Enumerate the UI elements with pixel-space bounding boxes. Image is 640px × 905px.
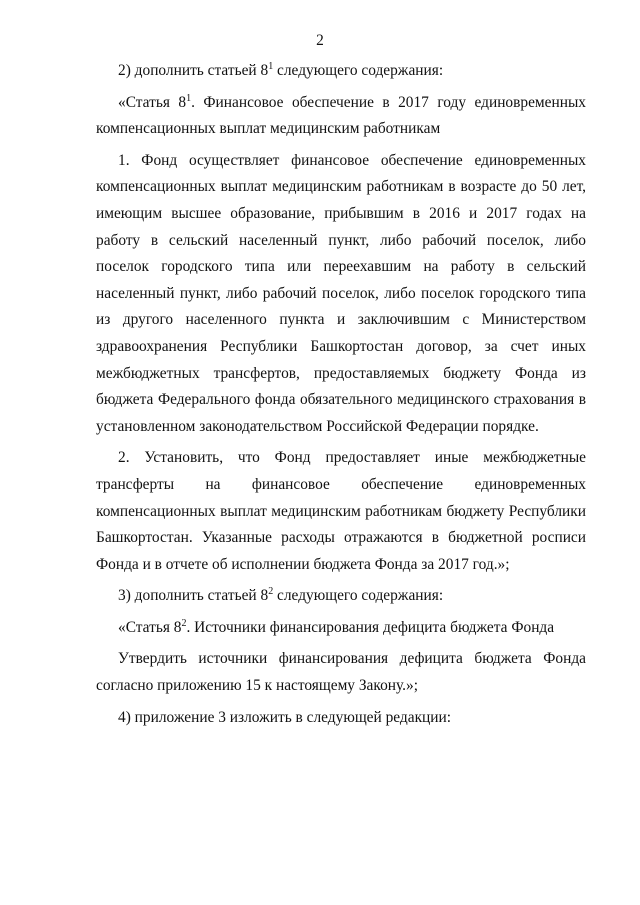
amendment-3: 3) дополнить статьей $8^2$ следующего содержания: — [118, 586, 444, 605]
article-8-2-text: Утвердить источники финансирования дефицита бюджета Фонда согласно приложению 15 к настоящему Закону.»; — [96, 650, 586, 695]
article-8-1-item-1: 1. Фонд осуществляет финансовое обеспечение единовременных компенсационных выплат медицинским работникам в возрасте до 50 лет, имеющим высшее образование, прибывшим в 2016 и 2017 годах на работу в сельский населенный пункт, либо рабочий поселок, либо поселок городского типа или переехавшим на работу в сельский населенный пункт, либо рабочий поселок, либо поселок городского типа из другого населенного пункта и заключившим с Министерством здравоохранения Республики Башкортостан договор, за счет иных межбюджетных трансфертов, предоставляемых бюджету Фонда из бюджета Федерального фонда обязательного медицинского страхования в установленном законодательством Российской Федерации порядке. — [96, 151, 586, 435]
article-8-1-heading: «Статья $8^1$. Финансовое обеспечение в 2017 году единовременных компенсационных выплат медицинским работникам — [96, 92, 586, 138]
amendment-2: 2) дополнить статьей $8^1$ следующего содержания: — [118, 61, 444, 79]
article-8-1-item-2: 2. Установить, что Фонд предоставляет иные межбюджетные трансферты на финансовое обеспечение единовременных компенсационных выплат медицинским работникам бюджету Республики Башкортостан. Указанные расходы отражаются в бюджетной росписи Фонда и в отчете об исполнении бюджета Фонда за 2017 год.»; — [96, 449, 586, 573]
page-number: 2 — [316, 32, 324, 49]
article-8-2-heading: «Статья $8^2$. Источники финансирования дефицита бюджета Фонда — [118, 617, 555, 636]
amendment-4: 4) приложение 3 изложить в следующей редакции: — [118, 708, 452, 726]
document-body — [96, 58, 586, 731]
